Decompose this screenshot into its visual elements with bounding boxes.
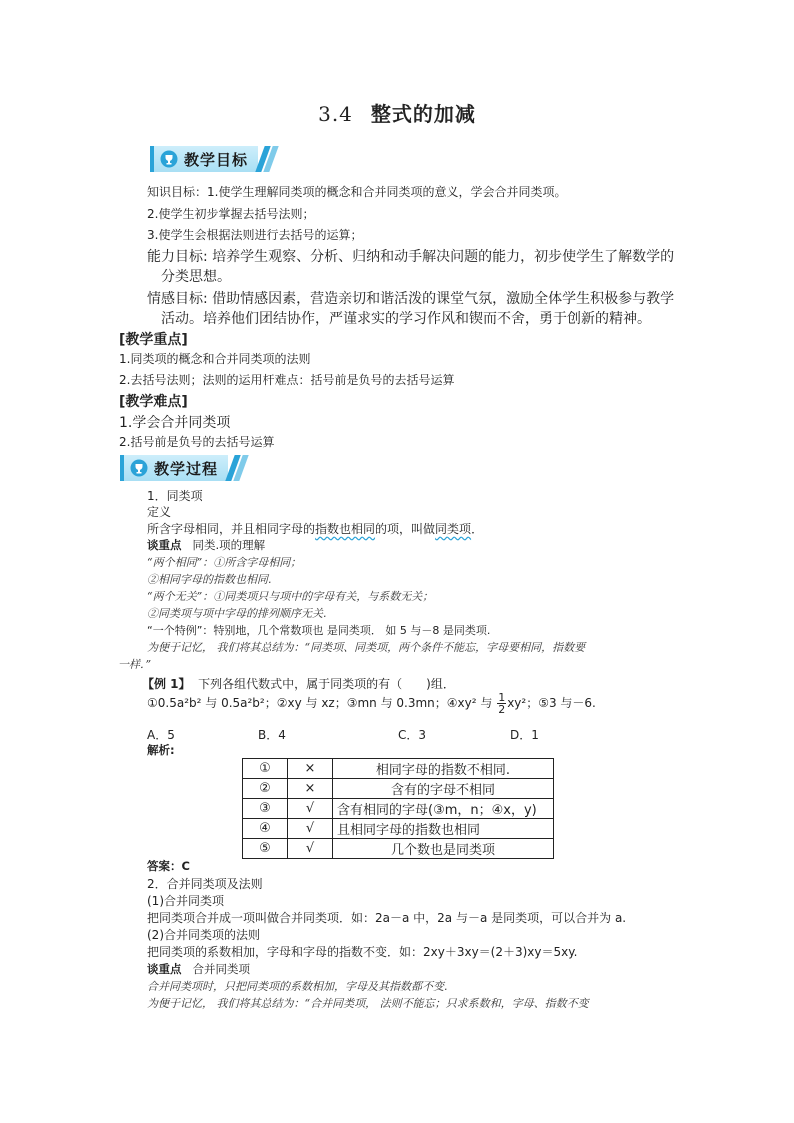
goal-k2: 2.使学生初步掌握去括号法则； xyxy=(147,207,315,221)
title-text: 整式的加减 xyxy=(370,102,476,126)
section2-sub1: (1)合并同类项 xyxy=(147,894,224,908)
goals-banner xyxy=(150,146,274,172)
keypoint-item: 1.同类项的概念和合并同类项的法则 xyxy=(119,352,311,366)
note-line: “两个无关”：①同类项只与项中的字母有关，与系数无关； xyxy=(147,590,434,603)
table-row: ⑤ √ 几个数也是同类项 xyxy=(243,839,554,859)
keypoints-heading: [教学重点] xyxy=(119,332,188,348)
example-question: 【例 1】 下列各组代数式中，属于同类项的有（ )组． xyxy=(142,677,455,691)
goal-k3: 3.使学生会根据法则进行去括号的运算； xyxy=(147,228,363,242)
process-banner xyxy=(120,455,244,481)
analysis-table xyxy=(242,758,554,859)
difficulties-heading: [教学难点] xyxy=(119,394,188,410)
section2-text1: 把同类项合并成一项叫做合并同类项．如：2a－a 中，2a 与－a 是同类项，可以合并为 a. xyxy=(147,911,627,925)
answer: 答案：C xyxy=(147,859,190,873)
option-c: C．3 xyxy=(398,728,427,742)
definition-label: 定义 xyxy=(147,505,172,519)
option-a: A．5 xyxy=(147,728,175,742)
difficulty-item: 2.括号前是负号的去括号运算 xyxy=(119,435,275,449)
note-line: 一样．” xyxy=(118,658,152,671)
table-row: ④ √ 且相同字母的指数也相同 xyxy=(243,819,554,839)
goal-emotion-1: 情感目标: 借助情感因素，营造亲切和谐活泼的课堂气氛，激励全体学生积极参与教学 xyxy=(147,291,675,307)
goal-ability-2: 分类思想。 xyxy=(161,269,231,285)
note-line: ②同类项与项中字母的排列顺序无关. xyxy=(147,607,327,620)
page-title xyxy=(0,98,794,127)
table-row: ③ √ 含有相同的字母(③m，n；④x，y) xyxy=(243,799,554,819)
note-line: 为便于记忆， 我们将其总结为：“合并同类项， 法则不能忘；只求系数和，字母、指数不变 xyxy=(147,997,589,1010)
definition-text: 所含字母相同，并且相同字母的指数也相同的项，叫做同类项． xyxy=(147,522,484,536)
goal-ability-1: 能力目标: 培养学生观察、分析、归纳和动手解决问题的能力，初步使学生了解数学的 xyxy=(147,249,675,265)
talk-point-2: 谈重点 合并同类项 xyxy=(147,962,250,976)
fraction-half: $\frac{1}{2}$ xyxy=(498,691,506,716)
talk-point-1: 谈重点 同类.项的理解 xyxy=(147,538,266,552)
note-line: “两个相同”：①所含字母相同； xyxy=(147,556,302,569)
trophy-icon xyxy=(130,459,148,477)
section1-heading: 1．同类项 xyxy=(147,489,203,503)
analysis-label: 解析: xyxy=(147,743,175,757)
difficulty-item: 1.学会合并同类项 xyxy=(119,415,231,431)
option-d: D．1 xyxy=(510,728,539,742)
trophy-icon xyxy=(160,150,178,168)
goal-knowledge: 知识目标：1.使学生理解同类项的概念和合并同类项的意义，学会合并同类项。 xyxy=(147,185,567,199)
note-line: “一个特例”：特别地，几个常数项也 是同类项． 如 5 与－8 是同类项. xyxy=(147,624,491,637)
note-line: 为便于记忆， 我们将其总结为：“同类项、同类项，两个条件不能忘，字母要相同，指数要 xyxy=(147,641,586,654)
table-row: ② × 含有的字母不相同 xyxy=(243,779,554,799)
note-line: 合并同类项时，只把同类项的系数相加，字母及其指数都不变. xyxy=(147,980,448,993)
keypoint-item: 2.去括号法则；法则的运用杆难点：括号前是负号的去括号运算 xyxy=(119,373,455,387)
process-banner-label: 教学过程 xyxy=(154,460,219,478)
section2-sub2: (2)合并同类项的法则 xyxy=(147,928,260,942)
example-expressions: ①0.5a²b² 与 0.5a²b²；②xy 与 xz；③mn 与 0.3mn；④xy² 与 $\frac{1}{2}$ xy²；⑤3 与－6. xyxy=(147,691,596,716)
section-number: 3.4 xyxy=(318,102,353,126)
goals-banner-label: 教学目标 xyxy=(184,151,249,169)
note-line: ②相同字母的指数也相同. xyxy=(147,573,272,586)
option-b: B．4 xyxy=(258,728,286,742)
section2-heading: 2．合并同类项及法则 xyxy=(147,877,263,891)
goal-emotion-2: 活动。培养他们团结协作，严谨求实的学习作风和锲而不舍，勇于创新的精神。 xyxy=(161,311,651,327)
table-row: ① × 相同字母的指数不相同. xyxy=(243,759,554,779)
section2-text2: 把同类项的系数相加，字母和字母的指数不变．如：2xy＋3xy＝(2＋3)xy＝5xy. xyxy=(147,945,578,959)
